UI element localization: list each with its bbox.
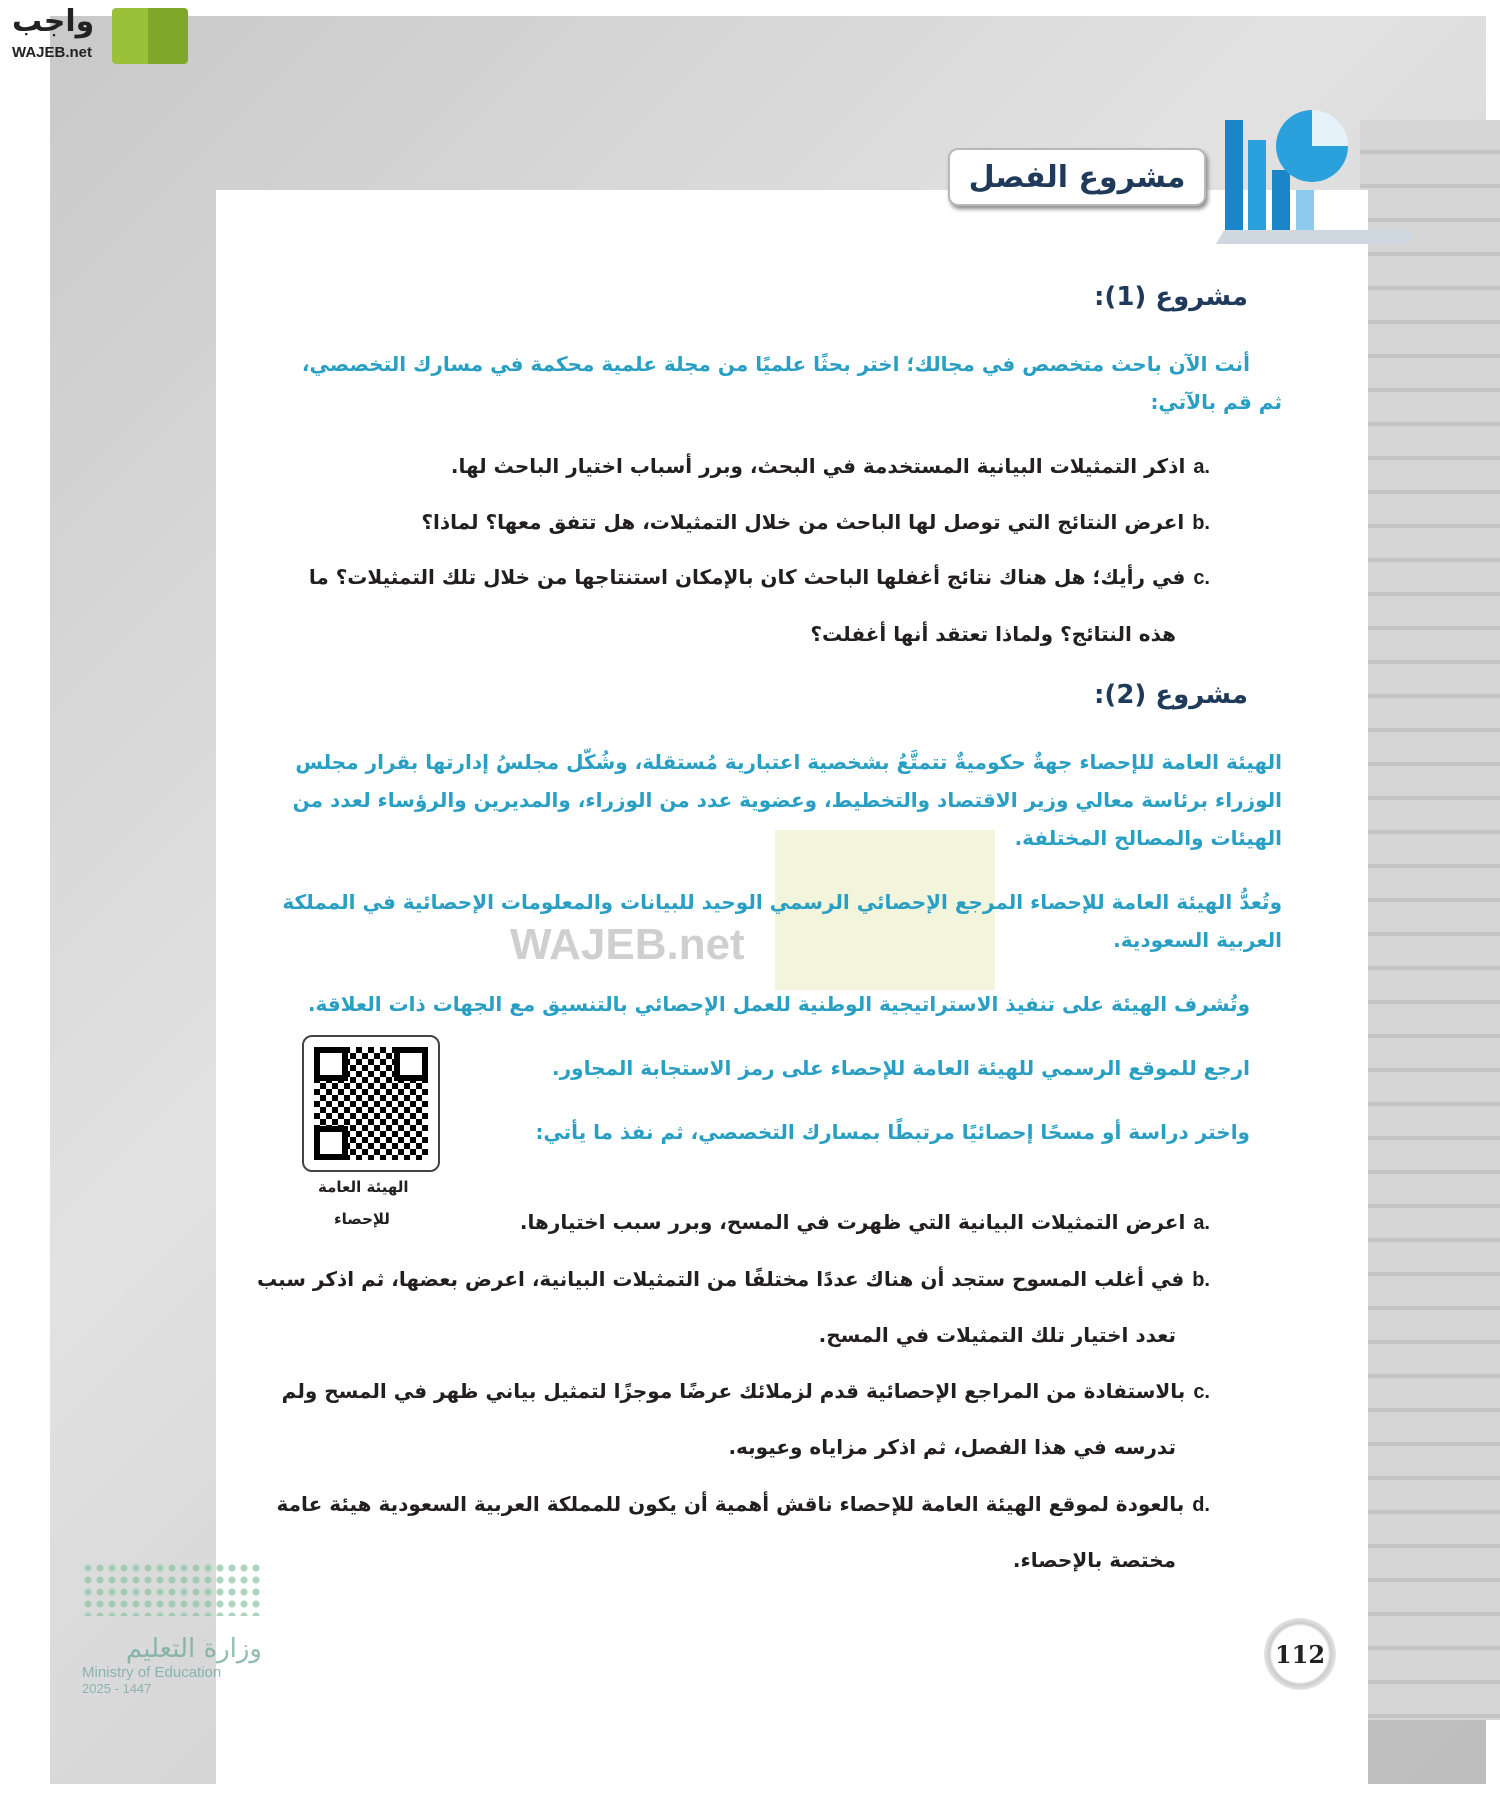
wajeb-logo (8, 4, 188, 66)
project2-item-b (257, 1267, 1210, 1292)
item-text: بالعودة لموقع الهيئة العامة للإحصاء ناقش أهمية أن يكون للمملكة العربية السعودية هيئة عامة (276, 1492, 1185, 1516)
item-text-continued: مختصة بالإحصاء. (1012, 1548, 1176, 1572)
project2-item-d (277, 1492, 1210, 1517)
chart-illustration (1180, 110, 1410, 260)
project1-item-a (451, 454, 1210, 479)
chapter-project-banner: مشروع الفصل (948, 148, 1206, 206)
ministry-english: Ministry of Education (82, 1664, 222, 1681)
dots-emblem-icon (82, 1562, 262, 1616)
item-label: b. (1192, 1269, 1210, 1291)
item-text-continued: هذه النتائج؟ ولماذا تعتقد أنها أغفلت؟ (810, 622, 1176, 646)
book-icon (112, 8, 188, 64)
project2-para: وتُشرف الهيئة على تنفيذ الاستراتيجية الوطنية للعمل الإحصائي بالتنسيق مع الجهات ذات العلاقة. (307, 992, 1250, 1016)
project2-para: الوزراء برئاسة معالي وزير الاقتصاد والتخطيط، وعضوية عدد من الوزراء، والمديرين والرؤساء لعدد من (292, 788, 1282, 812)
project2-para: واختر دراسة أو مسحًا إحصائيًا مرتبطًا بمسارك التخصصي، ثم نفذ ما يأتي: (535, 1120, 1250, 1144)
project2-title: مشروع (2): (1094, 680, 1248, 710)
project1-item-c (309, 565, 1210, 590)
item-label: a. (1193, 1212, 1210, 1234)
item-label: c. (1193, 567, 1210, 589)
decorative-stripes (1360, 120, 1500, 1720)
project2-item-a (520, 1210, 1210, 1235)
ministry-arabic: وزارة التعليم (125, 1634, 262, 1664)
project2-item-c (282, 1379, 1210, 1404)
project2-para: الهيئة العامة للإحصاء جهةٌ حكوميةٌ تتمتَّعُ بشخصية اعتبارية مُستقلة، وشُكّل مجلسُ إدارتها بقرار مجلس (295, 750, 1282, 774)
project1-item-b (421, 510, 1210, 535)
year-label: 2025 - 1447 (82, 1681, 152, 1696)
item-label: a. (1193, 456, 1210, 478)
item-label: d. (1192, 1494, 1210, 1516)
project1-intro-line: أنت الآن باحث متخصص في مجالك؛ اختر بحثًا علميًا من مجلة علمية محكمة في مسارك التخصصي، (301, 352, 1250, 376)
ministry-logo (82, 1562, 272, 1722)
project1-title: مشروع (1): (1094, 282, 1248, 312)
qr-code[interactable] (302, 1035, 440, 1172)
qr-caption: للإحصاء (334, 1210, 390, 1228)
project1-intro-line: ثم قم بالآتي: (1150, 390, 1282, 414)
qr-caption: الهيئة العامة (318, 1178, 409, 1196)
project2-para: العربية السعودية. (1113, 928, 1282, 952)
content-panel (216, 190, 1368, 1790)
project2-para: ارجع للموقع الرسمي للهيئة العامة للإحصاء على رمز الاستجابة المجاور. (552, 1056, 1250, 1080)
item-text: في أغلب المسوح ستجد أن هناك عددًا مختلفًا من التمثيلات البيانية، اعرض بعضها، ثم اذكر سبب (256, 1267, 1185, 1291)
item-label: c. (1193, 1381, 1210, 1403)
project2-para: الهيئات والمصالح المختلفة. (1014, 826, 1282, 850)
page-number: 112 (1264, 1618, 1336, 1690)
item-text-continued: تدرسه في هذا الفصل، ثم اذكر مزاياه وعيوبه. (728, 1435, 1176, 1459)
item-text: اذكر التمثيلات البيانية المستخدمة في البحث، وبرر أسباب اختيار الباحث لها. (450, 454, 1186, 478)
item-text: اعرض النتائج التي توصل لها الباحث من خلال التمثيلات، هل تتفق معها؟ لماذا؟ (421, 510, 1185, 534)
project2-para: وتُعدُّ الهيئة العامة للإحصاء المرجع الإحصائي الرسمي الوحيد للبيانات والمعلومات الإحصائية في المملكة (282, 890, 1282, 914)
logo-arabic: واجب (12, 4, 95, 39)
item-text: بالاستفادة من المراجع الإحصائية قدم لزملائك عرضًا موجزًا لتمثيل بياني ظهر في المسح ولم (281, 1379, 1186, 1403)
item-label: b. (1192, 512, 1210, 534)
item-text: اعرض التمثيلات البيانية التي ظهرت في المسح، وبرر سبب اختيارها. (519, 1210, 1186, 1234)
logo-latin: WAJEB.net (12, 44, 93, 61)
item-text-continued: تعدد اختيار تلك التمثيلات في المسح. (818, 1323, 1176, 1347)
item-text: في رأيك؛ هل هناك نتائج أغفلها الباحث كان بالإمكان استنتاجها من خلال تلك التمثيلات؟ ما (308, 565, 1186, 589)
watermark-text: WAJEB.net (510, 920, 745, 969)
